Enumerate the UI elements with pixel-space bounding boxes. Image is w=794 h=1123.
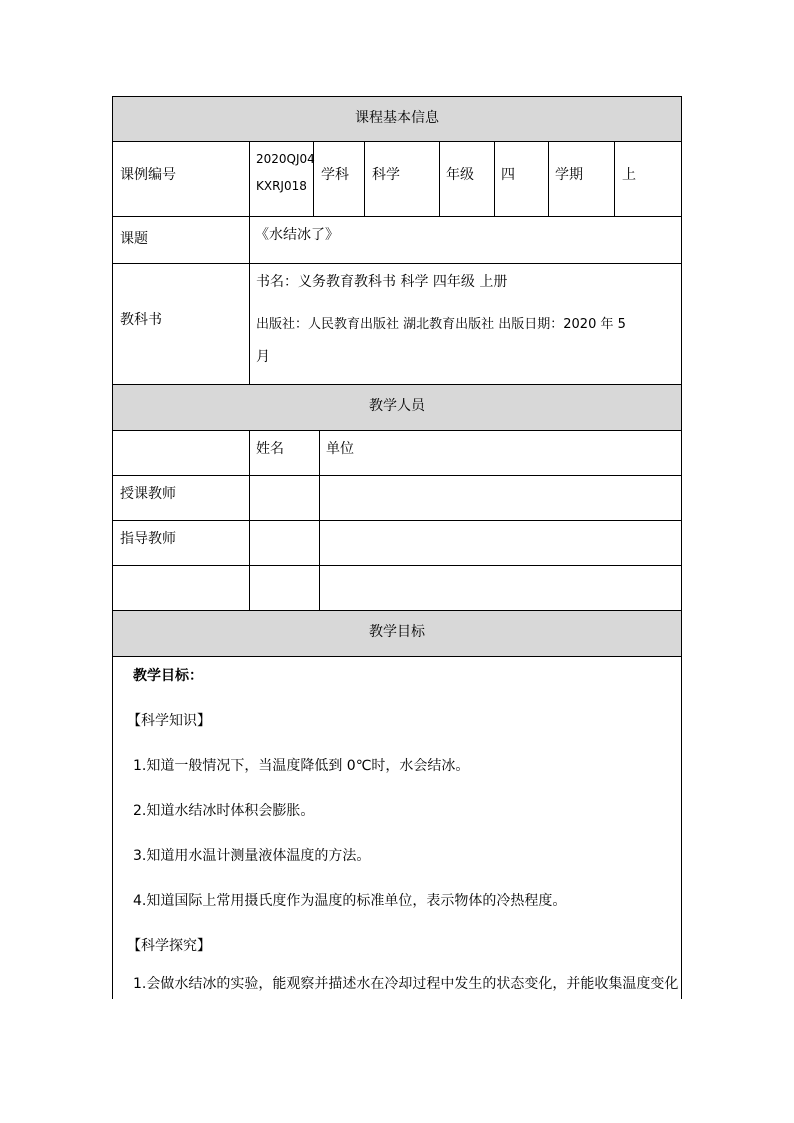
grade-value: 四 [501, 167, 515, 183]
objectives-heading: 教学目标： [133, 668, 203, 684]
staff-role-cell [113, 566, 250, 610]
topic-value: 《水结冰了》 [255, 227, 339, 243]
section-title-basic-info: 课程基本信息 [355, 110, 439, 126]
textbook-title: 书名：义务教育教科书 科学 四年级 上册 [256, 274, 508, 290]
staff-name-cell [250, 521, 320, 565]
course-id-label: 课例编号 [120, 167, 176, 183]
section-header-objectives [113, 611, 681, 657]
knowledge-title: 【科学知识】 [127, 713, 211, 729]
staff-header-row [113, 431, 681, 476]
staff-role-teacher: 授课教师 [120, 486, 176, 502]
staff-name-cell [250, 476, 320, 520]
staff-unit-cell [320, 521, 681, 565]
staff-role-cell [113, 476, 250, 520]
textbook-info-cell [250, 264, 681, 384]
subject-label-cell [314, 142, 365, 216]
textbook-label: 教科书 [120, 312, 162, 328]
staff-row [113, 476, 681, 521]
textbook-publisher: 出版社：人民教育出版社 湖北教育出版社 出版日期：2020 年 5 [256, 317, 626, 332]
course-info-row [113, 142, 681, 217]
subject-value-cell [365, 142, 440, 216]
staff-name-header-cell [250, 431, 320, 475]
topic-value-cell [250, 217, 681, 263]
staff-row [113, 521, 681, 566]
grade-value-cell [495, 142, 549, 216]
staff-unit-cell [320, 566, 681, 610]
staff-name-header: 姓名 [256, 441, 284, 457]
course-id-value-cell [250, 142, 314, 216]
knowledge-item: 2.知道水结冰时体积会膨胀。 [133, 803, 315, 819]
section-header-staff [113, 385, 681, 431]
staff-unit-cell [320, 476, 681, 520]
staff-role-advisor: 指导教师 [120, 531, 176, 547]
staff-row [113, 566, 681, 611]
staff-unit-header-cell [320, 431, 681, 475]
staff-unit-header: 单位 [326, 441, 354, 457]
staff-role-cell [113, 521, 250, 565]
section-header-basic-info [113, 97, 681, 142]
section-title-staff: 教学人员 [369, 398, 425, 414]
grade-label-cell [440, 142, 495, 216]
section-title-objectives: 教学目标 [369, 624, 425, 640]
subject-label: 学科 [321, 167, 349, 183]
course-id-line2: KXRJ018 [256, 179, 307, 193]
inquiry-title: 【科学探究】 [127, 938, 211, 954]
term-value-cell [615, 142, 681, 216]
textbook-publisher-cont: 月 [256, 349, 270, 365]
staff-role-header-cell [113, 431, 250, 475]
inquiry-item: 1.会做水结冰的实验，能观察并描述水在冷却过程中发生的状态变化，并能收集温度变化 [133, 976, 679, 992]
knowledge-item: 4.知道国际上常用摄氏度作为温度的标准单位，表示物体的冷热程度。 [133, 893, 567, 909]
textbook-row [113, 264, 681, 385]
lesson-plan-table [112, 96, 682, 999]
knowledge-item: 1.知道一般情况下，当温度降低到 0℃时，水会结冰。 [133, 758, 470, 774]
objectives-content [113, 657, 681, 999]
subject-value: 科学 [372, 167, 400, 183]
course-id-line1: 2020QJ04 [256, 152, 315, 166]
term-label: 学期 [555, 167, 583, 183]
course-id-label-cell [113, 142, 250, 216]
grade-label: 年级 [446, 167, 474, 183]
knowledge-item: 3.知道用水温计测量液体温度的方法。 [133, 848, 371, 864]
topic-row [113, 217, 681, 264]
term-label-cell [549, 142, 615, 216]
topic-label: 课题 [120, 231, 148, 247]
textbook-label-cell [113, 264, 250, 384]
staff-name-cell [250, 566, 320, 610]
term-value: 上 [622, 167, 636, 183]
topic-label-cell [113, 217, 250, 263]
